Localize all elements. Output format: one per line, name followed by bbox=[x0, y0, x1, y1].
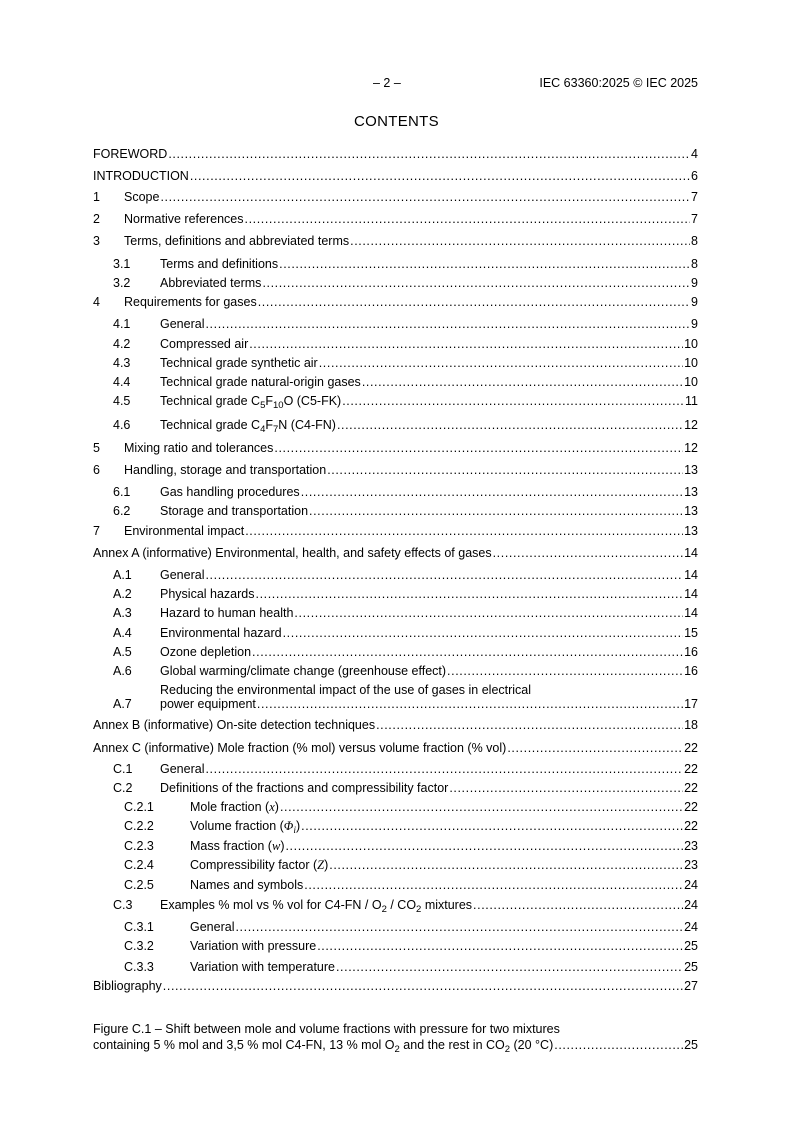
leader-dots bbox=[327, 462, 683, 478]
toc-entry-page: 6 bbox=[691, 169, 698, 183]
toc-entry-page: 13 bbox=[684, 463, 698, 477]
toc-entry-page: 13 bbox=[684, 524, 698, 538]
toc-entry-number: C.2.3 bbox=[124, 839, 154, 853]
toc-entry-label: Technical grade natural-origin gases bbox=[160, 375, 361, 389]
toc-entry[interactable] bbox=[93, 294, 698, 310]
toc-entry-number: 6 bbox=[93, 463, 100, 477]
toc-entry-number: A.3 bbox=[113, 606, 132, 620]
toc-entry-page: 12 bbox=[684, 418, 698, 432]
toc-entry-page: 22 bbox=[684, 741, 698, 755]
toc-entry-number: A.5 bbox=[113, 645, 132, 659]
toc-entry-number: 4.6 bbox=[113, 418, 131, 432]
leader-dots bbox=[449, 780, 683, 796]
toc-entry-label: Mixing ratio and tolerances bbox=[124, 441, 274, 455]
toc-entry[interactable] bbox=[93, 336, 698, 352]
toc-entry-number: 4 bbox=[93, 295, 100, 309]
toc-entry-number: 1 bbox=[93, 190, 100, 204]
toc-entry-page: 18 bbox=[684, 718, 698, 732]
toc-entry-number: 6.1 bbox=[113, 485, 131, 499]
toc-entry-label: Requirements for gases bbox=[124, 295, 257, 309]
toc-entry-number: 4.4 bbox=[113, 375, 131, 389]
leader-dots bbox=[309, 503, 683, 519]
toc-entry-label: Abbreviated terms bbox=[160, 276, 262, 290]
toc-entry-label: Technical grade $C_4F_7N$ (C4-FN) bbox=[160, 418, 336, 435]
leader-dots bbox=[279, 256, 690, 272]
toc-entry[interactable] bbox=[93, 663, 698, 679]
leader-dots bbox=[329, 857, 683, 873]
leader-dots bbox=[245, 211, 691, 227]
toc-entry[interactable] bbox=[93, 780, 698, 796]
toc-entry-page: 25 bbox=[684, 1038, 698, 1052]
toc-entry-page: 24 bbox=[684, 920, 698, 934]
toc-entry-label: Variation with temperature bbox=[190, 960, 335, 974]
toc-entry-page: 23 bbox=[684, 839, 698, 853]
toc-entry-number: 7 bbox=[93, 524, 100, 538]
toc-entry[interactable] bbox=[93, 799, 698, 815]
toc-entry[interactable] bbox=[93, 818, 698, 834]
leader-dots bbox=[205, 761, 683, 777]
toc-entry[interactable] bbox=[93, 440, 698, 456]
toc-entry[interactable] bbox=[93, 275, 698, 291]
toc-entry-number: C.3.2 bbox=[124, 939, 154, 953]
toc-entry[interactable] bbox=[93, 523, 698, 539]
toc-entry-label: Terms, definitions and abbreviated terms bbox=[124, 234, 350, 248]
toc-entry-label: Normative references bbox=[124, 212, 244, 226]
toc-entry[interactable] bbox=[93, 625, 698, 641]
toc-entry-page: 25 bbox=[684, 939, 698, 953]
toc-entry-page: 10 bbox=[684, 375, 698, 389]
leader-dots bbox=[205, 567, 683, 583]
leader-dots bbox=[447, 663, 683, 679]
toc-entry-label: Volume fraction $(\Phi_i)$ bbox=[190, 819, 301, 836]
toc-entry-label: containing 5 % mol and 3,5 % mol C4-FN, 13 % mol $O_2$ and the rest in $CO_2$ (20 °C) bbox=[93, 1038, 554, 1055]
leader-dots bbox=[160, 189, 690, 205]
leader-dots bbox=[285, 838, 683, 854]
leader-dots bbox=[283, 625, 683, 641]
toc-entry-page: 7 bbox=[691, 190, 698, 204]
leader-dots bbox=[301, 484, 683, 500]
toc-entry-page: 27 bbox=[684, 979, 698, 993]
toc-entry-label: Terms and definitions bbox=[160, 257, 279, 271]
toc-entry[interactable] bbox=[93, 761, 698, 777]
toc-entry[interactable] bbox=[93, 393, 698, 409]
toc-entry-page: 14 bbox=[684, 606, 698, 620]
toc-entry-label: Ozone depletion bbox=[160, 645, 252, 659]
toc-entry[interactable] bbox=[93, 233, 698, 249]
toc-entry[interactable] bbox=[93, 696, 698, 712]
toc-entry-label: Compressibility factor (Z) bbox=[190, 858, 329, 872]
toc-entry[interactable] bbox=[93, 545, 698, 561]
page-number: – 2 – bbox=[373, 76, 401, 90]
toc-entry-page: 13 bbox=[684, 504, 698, 518]
toc-entry-page: 25 bbox=[684, 960, 698, 974]
toc-entry-number: 6.2 bbox=[113, 504, 131, 518]
toc-entry[interactable] bbox=[93, 644, 698, 660]
toc-entry-label: Names and symbols bbox=[190, 878, 304, 892]
toc-entry-page: 7 bbox=[691, 212, 698, 226]
leader-dots bbox=[319, 355, 683, 371]
toc-entry-label: Storage and transportation bbox=[160, 504, 309, 518]
toc-entry[interactable] bbox=[93, 857, 698, 873]
toc-entry-page: 24 bbox=[684, 878, 698, 892]
toc-entry-page: 22 bbox=[684, 800, 698, 814]
toc-entry[interactable] bbox=[93, 211, 698, 227]
toc-entry-number: C.3 bbox=[113, 898, 133, 912]
toc-entry[interactable] bbox=[93, 897, 698, 913]
leader-dots bbox=[342, 393, 684, 409]
toc-entry[interactable] bbox=[93, 959, 698, 975]
toc-entry-label: Annex C (informative) Mole fraction (% mol) versus volume fraction (% vol) bbox=[93, 741, 507, 755]
toc-entry[interactable] bbox=[93, 740, 698, 756]
leader-dots bbox=[190, 168, 690, 184]
toc-entry[interactable] bbox=[93, 189, 698, 205]
toc-entry-page: 22 bbox=[684, 762, 698, 776]
leader-dots bbox=[262, 275, 690, 291]
toc-entry[interactable] bbox=[93, 503, 698, 519]
toc-entry[interactable] bbox=[93, 355, 698, 371]
toc-entry[interactable] bbox=[93, 605, 698, 621]
toc-entry-page: 11 bbox=[685, 394, 698, 408]
toc-entry[interactable] bbox=[93, 146, 698, 162]
figure-caption-line: Figure C.1 – Shift between mole and volume fractions with pressure for two mixtures bbox=[93, 1022, 560, 1036]
toc-entry-number: C.2.2 bbox=[124, 819, 154, 833]
copyright-notice: IEC 63360:2025 © IEC 2025 bbox=[539, 76, 698, 90]
toc-entry-label: Compressed air bbox=[160, 337, 249, 351]
toc-entry-page: 8 bbox=[691, 234, 698, 248]
leader-dots bbox=[163, 978, 683, 994]
toc-entry-page: 9 bbox=[691, 317, 698, 331]
toc-entry-page: 16 bbox=[684, 664, 698, 678]
leader-dots bbox=[336, 959, 683, 975]
toc-entry-label: Mass fraction (w) bbox=[190, 839, 285, 853]
toc-entry-label-line1: Reducing the environmental impact of the use of gases in electrical bbox=[160, 683, 532, 697]
toc-entry-label: power equipment bbox=[160, 697, 256, 711]
leader-dots bbox=[507, 740, 683, 756]
toc-entry-number: 4.1 bbox=[113, 317, 131, 331]
leader-dots bbox=[252, 644, 683, 660]
toc-entry-number: C.3.1 bbox=[124, 920, 154, 934]
toc-entry-label: Technical grade synthetic air bbox=[160, 356, 318, 370]
toc-entry[interactable] bbox=[93, 417, 698, 433]
toc-entry[interactable] bbox=[93, 586, 698, 602]
toc-entry-number: A.4 bbox=[113, 626, 132, 640]
toc-entry-label: Annex A (informative) Environmental, health, and safety effects of gases bbox=[93, 546, 492, 560]
toc-entry-number: 3 bbox=[93, 234, 100, 248]
leader-dots bbox=[258, 294, 690, 310]
leader-dots bbox=[245, 523, 683, 539]
toc-entry-label: Hazard to human health bbox=[160, 606, 294, 620]
toc-entry-page: 24 bbox=[684, 898, 698, 912]
toc-entry-page: 22 bbox=[684, 781, 698, 795]
leader-dots bbox=[337, 417, 683, 433]
toc-entry-label: General bbox=[160, 568, 205, 582]
toc-entry-label: General bbox=[190, 920, 235, 934]
toc-entry-number: 3.2 bbox=[113, 276, 131, 290]
toc-entry-page: 15 bbox=[684, 626, 698, 640]
toc-entry-label: Mole fraction (x) bbox=[190, 800, 279, 814]
toc-entry-number: 2 bbox=[93, 212, 100, 226]
toc-entry-number: 4.2 bbox=[113, 337, 131, 351]
toc-entry-label: Scope bbox=[124, 190, 160, 204]
leader-dots bbox=[554, 1037, 683, 1053]
toc-entry-label: INTRODUCTION bbox=[93, 169, 189, 183]
toc-entry[interactable] bbox=[93, 717, 698, 733]
toc-entry-number: 5 bbox=[93, 441, 100, 455]
toc-entry-label: Variation with pressure bbox=[190, 939, 317, 953]
toc-entry-number: A.7 bbox=[113, 697, 132, 711]
leader-dots bbox=[235, 919, 683, 935]
leader-dots bbox=[473, 897, 683, 913]
toc-entry[interactable] bbox=[93, 877, 698, 893]
toc-entry[interactable] bbox=[93, 168, 698, 184]
toc-entry-number: A.2 bbox=[113, 587, 132, 601]
toc-entry-number: A.6 bbox=[113, 664, 132, 678]
toc-entry-label: Examples % mol vs % vol for $C4-FN / O_2 / CO_2$ mixtures bbox=[160, 898, 473, 915]
toc-entry[interactable] bbox=[93, 316, 698, 332]
toc-entry-label: Environmental impact bbox=[124, 524, 245, 538]
toc-entry-label: Environmental hazard bbox=[160, 626, 282, 640]
toc-entry-page: 10 bbox=[684, 356, 698, 370]
toc-entry-label: Physical hazards bbox=[160, 587, 255, 601]
toc-entry-number: 4.5 bbox=[113, 394, 131, 408]
toc-entry-label: Bibliography bbox=[93, 979, 162, 993]
toc-entry-label: Gas handling procedures bbox=[160, 485, 300, 499]
leader-dots bbox=[168, 146, 690, 162]
leader-dots bbox=[274, 440, 683, 456]
toc-entry-page: 8 bbox=[691, 257, 698, 271]
toc-entry-page: 14 bbox=[684, 546, 698, 560]
toc-entry-number: C.1 bbox=[113, 762, 133, 776]
leader-dots bbox=[205, 316, 690, 332]
toc-entry[interactable] bbox=[93, 919, 698, 935]
toc-entry-page: 16 bbox=[684, 645, 698, 659]
leader-dots bbox=[249, 336, 683, 352]
toc-entry-page: 23 bbox=[684, 858, 698, 872]
leader-dots bbox=[304, 877, 683, 893]
toc-entry-label: General bbox=[160, 317, 205, 331]
toc-entry[interactable] bbox=[93, 484, 698, 500]
leader-dots bbox=[280, 799, 683, 815]
toc-entry-page: 17 bbox=[684, 697, 698, 711]
leader-dots bbox=[294, 605, 683, 621]
leader-dots bbox=[350, 233, 690, 249]
toc-entry-page: 10 bbox=[684, 337, 698, 351]
toc-entry-number: C.3.3 bbox=[124, 960, 154, 974]
toc-entry-number: C.2.1 bbox=[124, 800, 154, 814]
page-title: CONTENTS bbox=[354, 113, 439, 130]
toc-entry-figure-c1[interactable] bbox=[93, 1037, 698, 1053]
toc-entry-number: 4.3 bbox=[113, 356, 131, 370]
leader-dots bbox=[493, 545, 683, 561]
toc-entry-label: Global warming/climate change (greenhouse effect) bbox=[160, 664, 447, 678]
toc-entry-page: 4 bbox=[691, 147, 698, 161]
toc-entry-label: FOREWORD bbox=[93, 147, 168, 161]
toc-entry-label: Technical grade $C_5F_{10}O$ (C5-FK) bbox=[160, 394, 342, 411]
leader-dots bbox=[376, 717, 683, 733]
toc-entry-label: Definitions of the fractions and compressibility factor bbox=[160, 781, 449, 795]
leader-dots bbox=[256, 586, 684, 602]
toc-entry-number: C.2 bbox=[113, 781, 133, 795]
toc-entry-number: C.2.4 bbox=[124, 858, 154, 872]
toc-entry-number: 3.1 bbox=[113, 257, 131, 271]
toc-entry-page: 22 bbox=[684, 819, 698, 833]
toc-entry-page: 14 bbox=[684, 587, 698, 601]
toc-entry[interactable] bbox=[93, 462, 698, 478]
leader-dots bbox=[317, 938, 683, 954]
leader-dots bbox=[257, 696, 683, 712]
leader-dots bbox=[362, 374, 683, 390]
toc-entry[interactable] bbox=[93, 838, 698, 854]
toc-entry-page: 13 bbox=[684, 485, 698, 499]
toc-entry[interactable] bbox=[93, 256, 698, 272]
toc-entry-label: Handling, storage and transportation bbox=[124, 463, 327, 477]
toc-entry-page: 14 bbox=[684, 568, 698, 582]
toc-entry[interactable] bbox=[93, 567, 698, 583]
toc-entry-label: Annex B (informative) On-site detection techniques bbox=[93, 718, 376, 732]
toc-entry[interactable] bbox=[93, 978, 698, 994]
toc-entry-page: 9 bbox=[691, 295, 698, 309]
toc-entry-number: C.2.5 bbox=[124, 878, 154, 892]
toc-entry-label: General bbox=[160, 762, 205, 776]
toc-entry-page: 9 bbox=[691, 276, 698, 290]
toc-entry-number: A.1 bbox=[113, 568, 132, 582]
leader-dots bbox=[301, 818, 683, 834]
toc-entry[interactable] bbox=[93, 374, 698, 390]
toc-entry[interactable] bbox=[93, 938, 698, 954]
toc-entry-page: 12 bbox=[684, 441, 698, 455]
